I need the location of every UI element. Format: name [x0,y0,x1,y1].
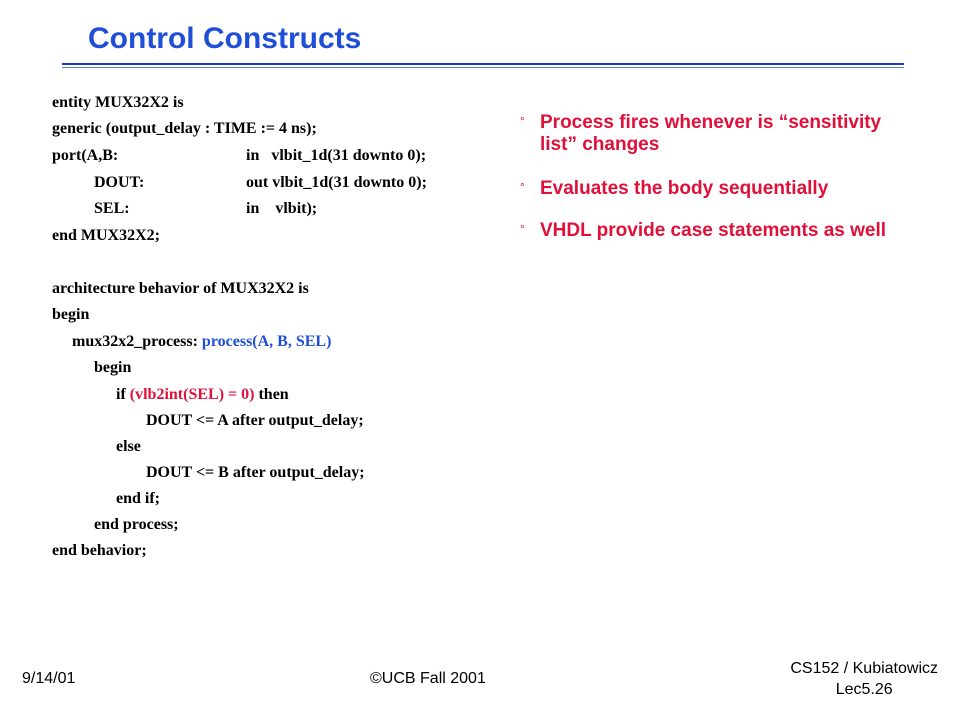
code-line: begin [52,306,90,323]
footer-copyright: ©UCB Fall 2001 [370,670,486,687]
code-line: SEL: [94,200,130,217]
title-underline [62,63,904,65]
code-line: end behavior; [52,542,147,559]
code-line [72,333,331,351]
code-line: out vlbit_1d(31 downto 0); [246,174,427,191]
if-condition: (vlb2int(SEL) = 0) [129,386,255,403]
bullet-item [520,112,920,156]
code-line: entity MUX32X2 is [52,94,184,111]
bullet-text: Evaluates the body sequentially [540,178,829,199]
footer-date: 9/14/01 [22,670,76,687]
code-line: else [116,438,141,455]
code-line: in vlbit); [246,200,318,217]
bullet-marker-icon: ° [520,114,525,128]
code-line: end process; [94,516,179,533]
code-line: architecture behavior of MUX32X2 is [52,280,309,297]
process-label: mux32x2_process: [72,333,202,350]
code-line: DOUT: [94,174,145,191]
code-line [116,386,289,404]
code-line: generic (output_delay : TIME := 4 ns); [52,120,317,137]
bullet-item [520,220,920,242]
code-line: DOUT <= B after output_delay; [146,464,365,481]
slide-title: Control Constructs [88,22,362,55]
bullet-marker-icon: ° [520,180,525,194]
footer-course-info [790,658,938,700]
code-line: end if; [116,490,160,507]
code-line: port(A,B: [52,147,119,164]
bullet-text: Process fires whenever is “sensitivity list” changes [540,112,882,155]
code-line: DOUT <= A after output_delay; [146,412,364,429]
process-sensitivity-call: process(A, B, SEL) [201,333,332,350]
if-keyword: if [116,386,130,403]
code-line: end MUX32X2; [52,227,160,244]
code-line: begin [94,359,132,376]
bullet-item [520,178,920,200]
then-keyword: then [254,386,289,403]
bullet-marker-icon: ° [520,222,525,236]
bullet-text: VHDL provide case statements as well [540,220,887,241]
code-line: in vlbit_1d(31 downto 0); [246,147,427,164]
footer-course: CS152 / Kubiatowicz [790,660,938,677]
title-underline-secondary [62,67,904,68]
footer-lecture: Lec5.26 [835,681,893,698]
